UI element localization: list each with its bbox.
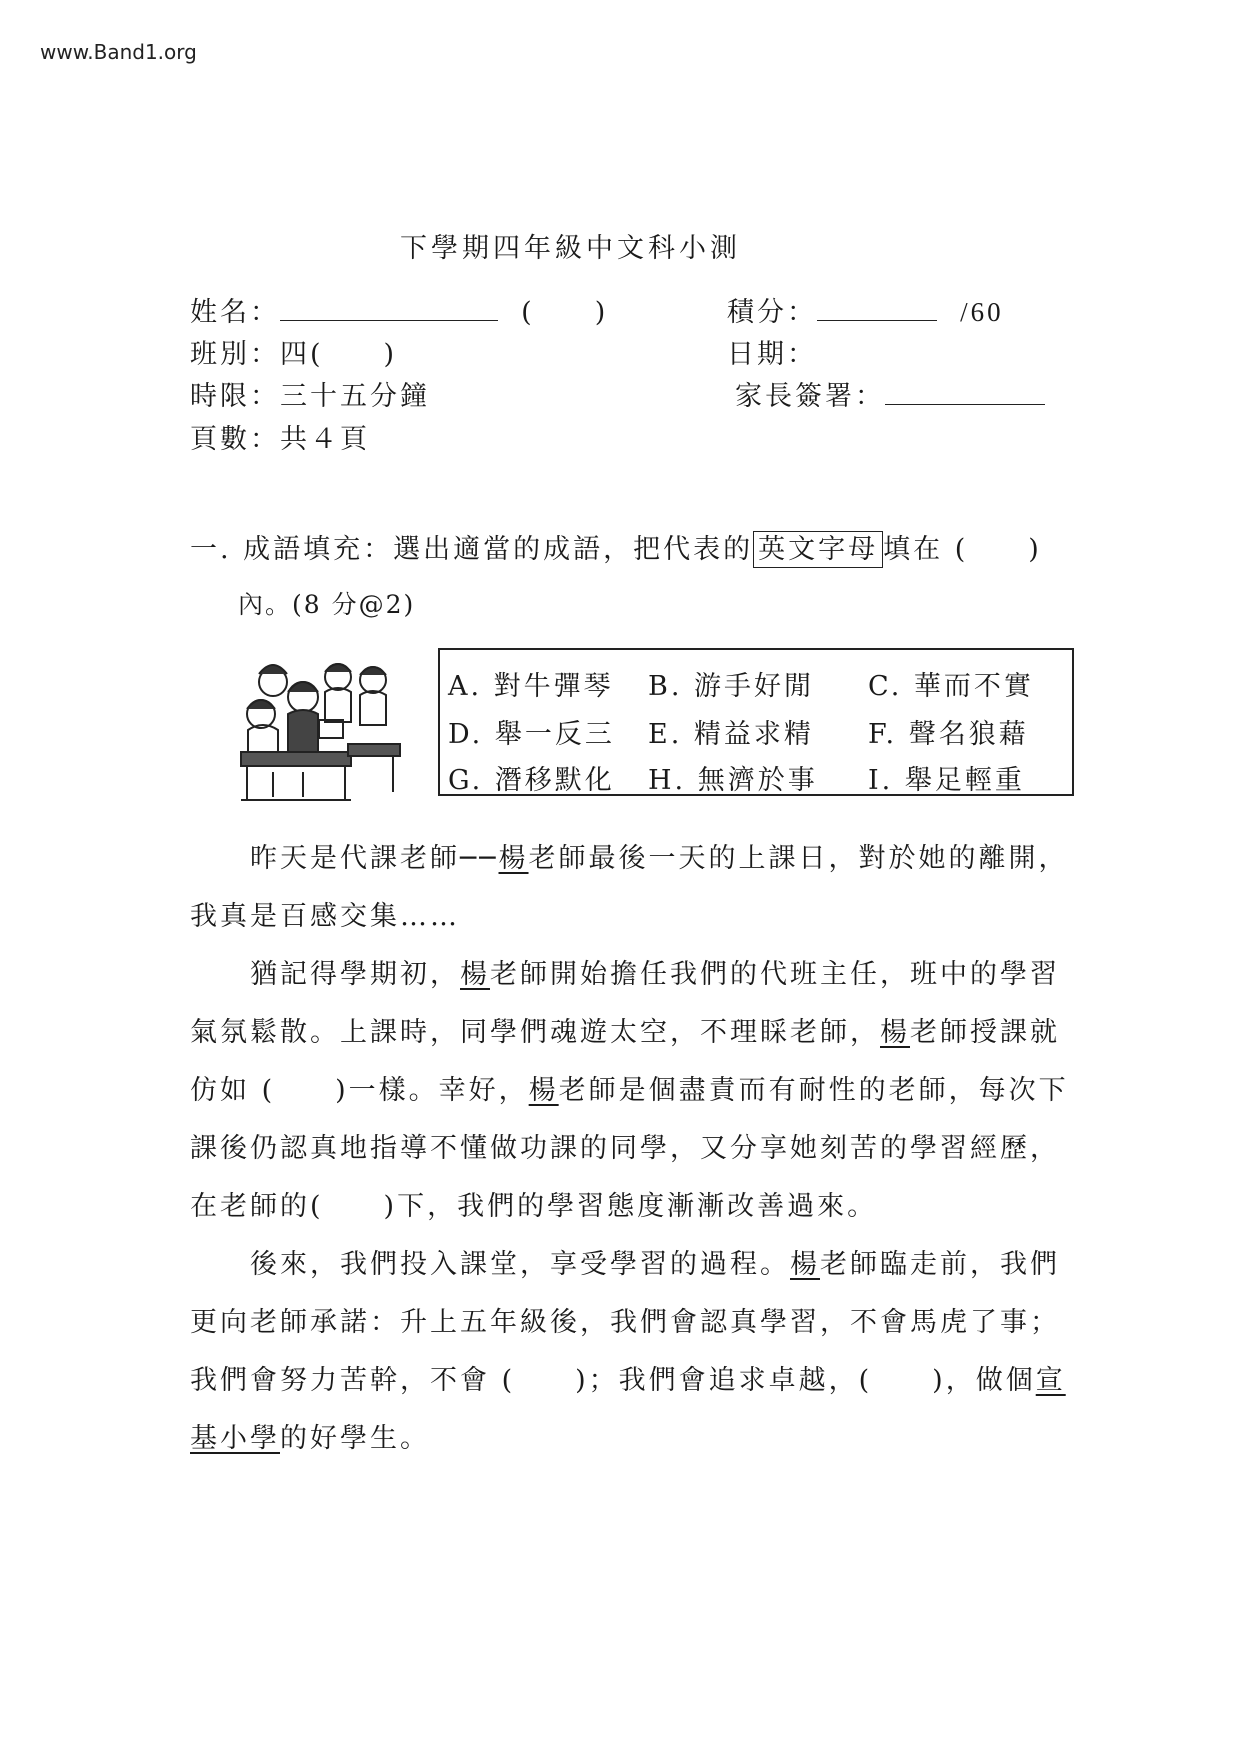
- pages-value: 共４頁: [280, 424, 370, 455]
- parent-signature-field[interactable]: [885, 378, 1045, 405]
- idiom-options-box: [438, 648, 1074, 796]
- option-e: E. 精益求精: [648, 719, 814, 750]
- passage-text: 猶記得學期初，: [250, 959, 460, 990]
- option-i: I. 舉足輕重: [868, 765, 1025, 796]
- passage-text: 老師臨走前，我們更向老師承諾：升上五年級後，我們會認真學習，不會馬虎了事；我們會努力苦幹，不會 ( )；我們會追求卓越，( )，做個: [190, 1249, 1060, 1396]
- option-a: A. 對牛彈琴: [448, 671, 614, 702]
- score-label: 積分：: [727, 297, 817, 328]
- score-total: /60: [960, 297, 1004, 327]
- class-value: 四( ): [280, 339, 398, 370]
- parent-signature-row: [735, 374, 1045, 413]
- name-yang: 楊: [498, 843, 529, 874]
- name-yang: 楊: [880, 1017, 910, 1048]
- passage-paragraph-2: [190, 946, 1070, 1236]
- question-1-heading: [190, 527, 1042, 566]
- question-1-suffix: 填在 ( ): [883, 534, 1042, 565]
- watermark: www.Band1.org: [40, 40, 197, 64]
- option-f: F. 聲名狼藉: [868, 719, 1029, 750]
- date-label: 日期：: [727, 339, 817, 370]
- option-d: D. 舉一反三: [448, 719, 615, 750]
- time-value: 三十五分鐘: [280, 381, 430, 412]
- passage-text: 老師是個盡責而有耐性的老師，每次下課後仍認真地指導不懂做功課的同學，又分享她刻苦的學習經歷，在老師的( )下，我們的學習態度漸漸改善過來。: [190, 1075, 1069, 1222]
- class-label: 班別：: [190, 339, 280, 370]
- name-yang: 楊: [528, 1075, 559, 1106]
- question-1-marks: 內。(8 分@2): [238, 590, 416, 619]
- question-1-prefix: 一. 成語填充：選出適當的成語，把代表的: [190, 534, 754, 565]
- passage-text: 老師開始擔任我們的代班主任，班中的學習氣氛鬆散。上課時，同學們魂遊太空，不理睬老師，: [190, 959, 1060, 1048]
- option-h: H. 無濟於事: [648, 765, 818, 796]
- option-b: B. 游手好閒: [648, 671, 815, 702]
- class-number-paren: ( ): [521, 297, 609, 328]
- option-g: G. 潛移默化: [448, 765, 615, 796]
- score-row: [727, 290, 1004, 329]
- time-row: [190, 374, 430, 413]
- name-yang: 楊: [460, 959, 490, 990]
- passage-text: 老師最後一天的上課日，對於她的離開，我真是百感交集……: [190, 843, 1069, 932]
- name-label: 姓名：: [190, 297, 280, 328]
- page-title: 下學期四年級中文科小測: [400, 233, 741, 264]
- name-field[interactable]: [280, 294, 498, 321]
- option-c: C. 華而不實: [868, 671, 1034, 702]
- name-yang: 楊: [790, 1249, 820, 1280]
- passage-text: 老師授課就仿如 ( )一樣。幸好，: [190, 1017, 1060, 1106]
- time-label: 時限：: [190, 381, 280, 412]
- question-1-boxed-keyword: 英文字母: [753, 531, 883, 568]
- passage-text: 昨天是代課老師──: [250, 843, 499, 874]
- pages-row: [190, 417, 370, 456]
- date-row: [727, 332, 817, 371]
- class-row: [190, 332, 397, 371]
- name-row: [190, 290, 608, 329]
- classroom-illustration: [233, 652, 403, 802]
- parent-signature-label: 家長簽署：: [735, 381, 885, 412]
- passage-text: 的好學生。: [280, 1423, 430, 1454]
- score-field[interactable]: [817, 294, 937, 321]
- passage-paragraph-1: [190, 830, 1070, 946]
- school-name: 宣基小學: [190, 1365, 1066, 1454]
- passage-text: 後來，我們投入課堂，享受學習的過程。: [250, 1249, 790, 1280]
- pages-label: 頁數：: [190, 424, 280, 455]
- passage-paragraph-3: [190, 1236, 1070, 1468]
